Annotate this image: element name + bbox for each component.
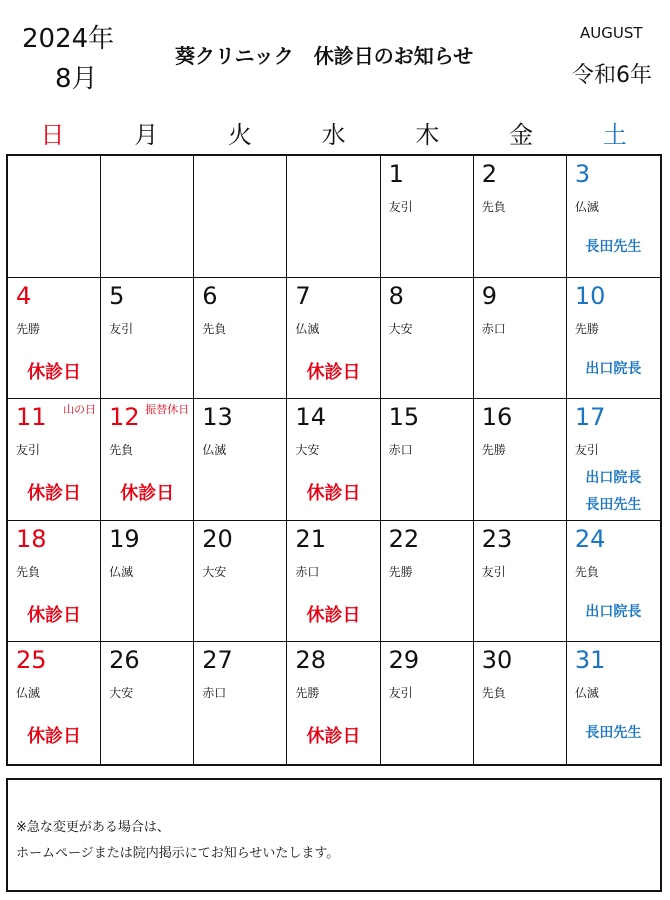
rokuyo-label: 仏滅 — [109, 564, 134, 579]
calendar-day-cell — [8, 278, 101, 400]
day-number: 15 — [388, 403, 420, 432]
closed-day-label: 休診日 — [306, 604, 361, 626]
rokuyo-label: 仏滅 — [574, 200, 599, 214]
day-number: 23 — [481, 524, 513, 553]
doctor-on-duty-label: 出口院長 — [585, 603, 642, 620]
day-number: 25 — [16, 646, 47, 675]
notice-box — [6, 778, 662, 892]
day-number: 2 — [481, 160, 497, 188]
day-number: 12 — [109, 403, 140, 432]
rokuyo-label: 赤口 — [481, 321, 506, 336]
rokuyo-label: 先勝 — [574, 321, 599, 336]
closed-day-label: 休診日 — [306, 726, 361, 748]
page-title: 葵クリニック 休診日のお知らせ — [175, 44, 474, 68]
rokuyo-label: 大安 — [109, 686, 134, 701]
notice-line: ホームページまたは院内掲示にてお知らせいたします。 — [16, 846, 340, 861]
day-number: 28 — [295, 646, 326, 675]
rokuyo-label: 先勝 — [16, 321, 41, 336]
rokuyo-label: 赤口 — [202, 686, 227, 701]
day-number: 16 — [481, 403, 513, 432]
doctor-on-duty-label: 出口院長 — [585, 360, 642, 377]
rokuyo-label: 友引 — [481, 564, 506, 579]
calendar-day-cell — [567, 521, 660, 643]
month-english-label: AUGUST — [580, 24, 643, 42]
day-number: 14 — [295, 403, 326, 432]
month-label: 8月 — [55, 64, 98, 94]
calendar-day-cell — [287, 642, 380, 764]
day-number: 18 — [16, 524, 47, 553]
day-number: 26 — [109, 646, 140, 675]
calendar-day-cell — [101, 156, 194, 278]
day-number: 22 — [388, 524, 420, 553]
calendar-day-cell — [8, 642, 101, 764]
notice-line: ※急な変更がある場合は、 — [16, 820, 170, 835]
rokuyo-label: 友引 — [388, 200, 413, 214]
weekday-label: 水 — [321, 121, 346, 149]
day-number: 8 — [388, 281, 404, 310]
calendar-day-cell — [287, 278, 380, 400]
era-year-label: 令和6年 — [572, 63, 652, 88]
day-number: 9 — [481, 281, 497, 310]
rokuyo-label: 先勝 — [481, 443, 506, 458]
calendar-day-cell — [101, 399, 194, 521]
doctor-on-duty-label: 長田先生 — [585, 239, 642, 255]
day-number: 20 — [202, 524, 233, 553]
calendar-day-cell — [194, 156, 287, 278]
calendar-day-cell — [567, 642, 660, 764]
holiday-name: 振替休日 — [145, 403, 190, 417]
rokuyo-label: 先負 — [574, 564, 599, 579]
rokuyo-label: 先勝 — [388, 564, 413, 579]
calendar-day-cell — [474, 156, 567, 278]
calendar-day-cell — [567, 278, 660, 400]
calendar-day-cell — [567, 399, 660, 521]
day-number: 13 — [202, 403, 233, 432]
rokuyo-label: 仏滅 — [202, 443, 227, 458]
calendar-day-cell — [381, 399, 474, 521]
day-number: 21 — [295, 524, 326, 553]
calendar-day-cell — [194, 399, 287, 521]
day-number: 27 — [202, 646, 233, 675]
rokuyo-label: 友引 — [16, 443, 41, 458]
rokuyo-label: 先勝 — [295, 686, 320, 701]
calendar-day-cell — [194, 521, 287, 643]
closed-day-label: 休診日 — [306, 361, 361, 383]
calendar-day-cell — [101, 521, 194, 643]
calendar-day-cell — [474, 642, 567, 764]
rokuyo-label: 仏滅 — [574, 686, 599, 701]
calendar-day-cell — [381, 278, 474, 400]
calendar-day-cell — [287, 156, 380, 278]
day-number: 24 — [574, 524, 606, 553]
closed-day-label: 休診日 — [27, 726, 82, 748]
calendar-day-cell — [8, 156, 101, 278]
day-number: 4 — [16, 281, 32, 310]
calendar-day-cell — [287, 521, 380, 643]
day-number: 1 — [388, 160, 404, 188]
rokuyo-label: 大安 — [202, 564, 227, 579]
day-number: 6 — [202, 281, 218, 310]
weekday-label: 金 — [509, 121, 534, 149]
calendar-day-cell — [381, 642, 474, 764]
calendar-day-cell — [381, 521, 474, 643]
doctor-on-duty-label: 長田先生 — [585, 497, 642, 514]
weekday-label: 月 — [134, 121, 159, 149]
holiday-name: 山の日 — [63, 403, 97, 417]
doctor-on-duty-label: 出口院長 — [585, 470, 642, 487]
day-number: 29 — [388, 646, 420, 675]
day-number: 3 — [574, 160, 591, 188]
rokuyo-label: 友引 — [574, 443, 599, 458]
year-label: 2024年 — [22, 24, 115, 54]
calendar-day-cell — [8, 521, 101, 643]
day-number: 7 — [295, 281, 311, 310]
closed-day-label: 休診日 — [27, 361, 82, 383]
rokuyo-label: 赤口 — [295, 564, 320, 579]
calendar-day-cell — [101, 642, 194, 764]
weekday-label: 火 — [227, 121, 252, 149]
weekday-label: 木 — [415, 121, 440, 149]
calendar-day-cell — [194, 278, 287, 400]
day-number: 10 — [574, 281, 606, 310]
rokuyo-label: 大安 — [388, 321, 413, 336]
calendar-day-cell — [8, 399, 101, 521]
day-number: 30 — [481, 646, 513, 675]
calendar-grid — [6, 154, 662, 766]
rokuyo-label: 仏滅 — [16, 686, 41, 701]
calendar-day-cell — [567, 156, 660, 278]
calendar-day-cell — [101, 278, 194, 400]
day-number: 5 — [109, 281, 125, 310]
closed-day-label: 休診日 — [27, 483, 82, 505]
rokuyo-label: 先負 — [109, 443, 134, 458]
day-number: 17 — [574, 403, 606, 432]
closed-day-label: 休診日 — [120, 483, 175, 505]
rokuyo-label: 先負 — [16, 564, 41, 579]
calendar-day-cell — [287, 399, 380, 521]
day-number: 19 — [109, 524, 140, 553]
rokuyo-label: 仏滅 — [295, 321, 320, 336]
doctor-on-duty-label: 長田先生 — [585, 725, 642, 742]
rokuyo-label: 先負 — [481, 200, 506, 214]
rokuyo-label: 友引 — [109, 321, 134, 336]
day-number: 11 — [16, 403, 47, 432]
rokuyo-label: 友引 — [388, 686, 413, 701]
calendar-day-cell — [381, 156, 474, 278]
calendar-day-cell — [474, 399, 567, 521]
calendar-day-cell — [194, 642, 287, 764]
weekday-label: 日 — [40, 121, 65, 149]
rokuyo-label: 赤口 — [388, 443, 413, 458]
calendar-day-cell — [474, 278, 567, 400]
calendar-day-cell — [474, 521, 567, 643]
closed-day-label: 休診日 — [306, 483, 361, 505]
day-number: 31 — [574, 646, 606, 675]
closed-day-label: 休診日 — [27, 604, 82, 626]
rokuyo-label: 大安 — [295, 443, 320, 458]
rokuyo-label: 先負 — [481, 686, 506, 701]
weekday-label: 土 — [602, 121, 627, 149]
rokuyo-label: 先負 — [202, 321, 227, 336]
